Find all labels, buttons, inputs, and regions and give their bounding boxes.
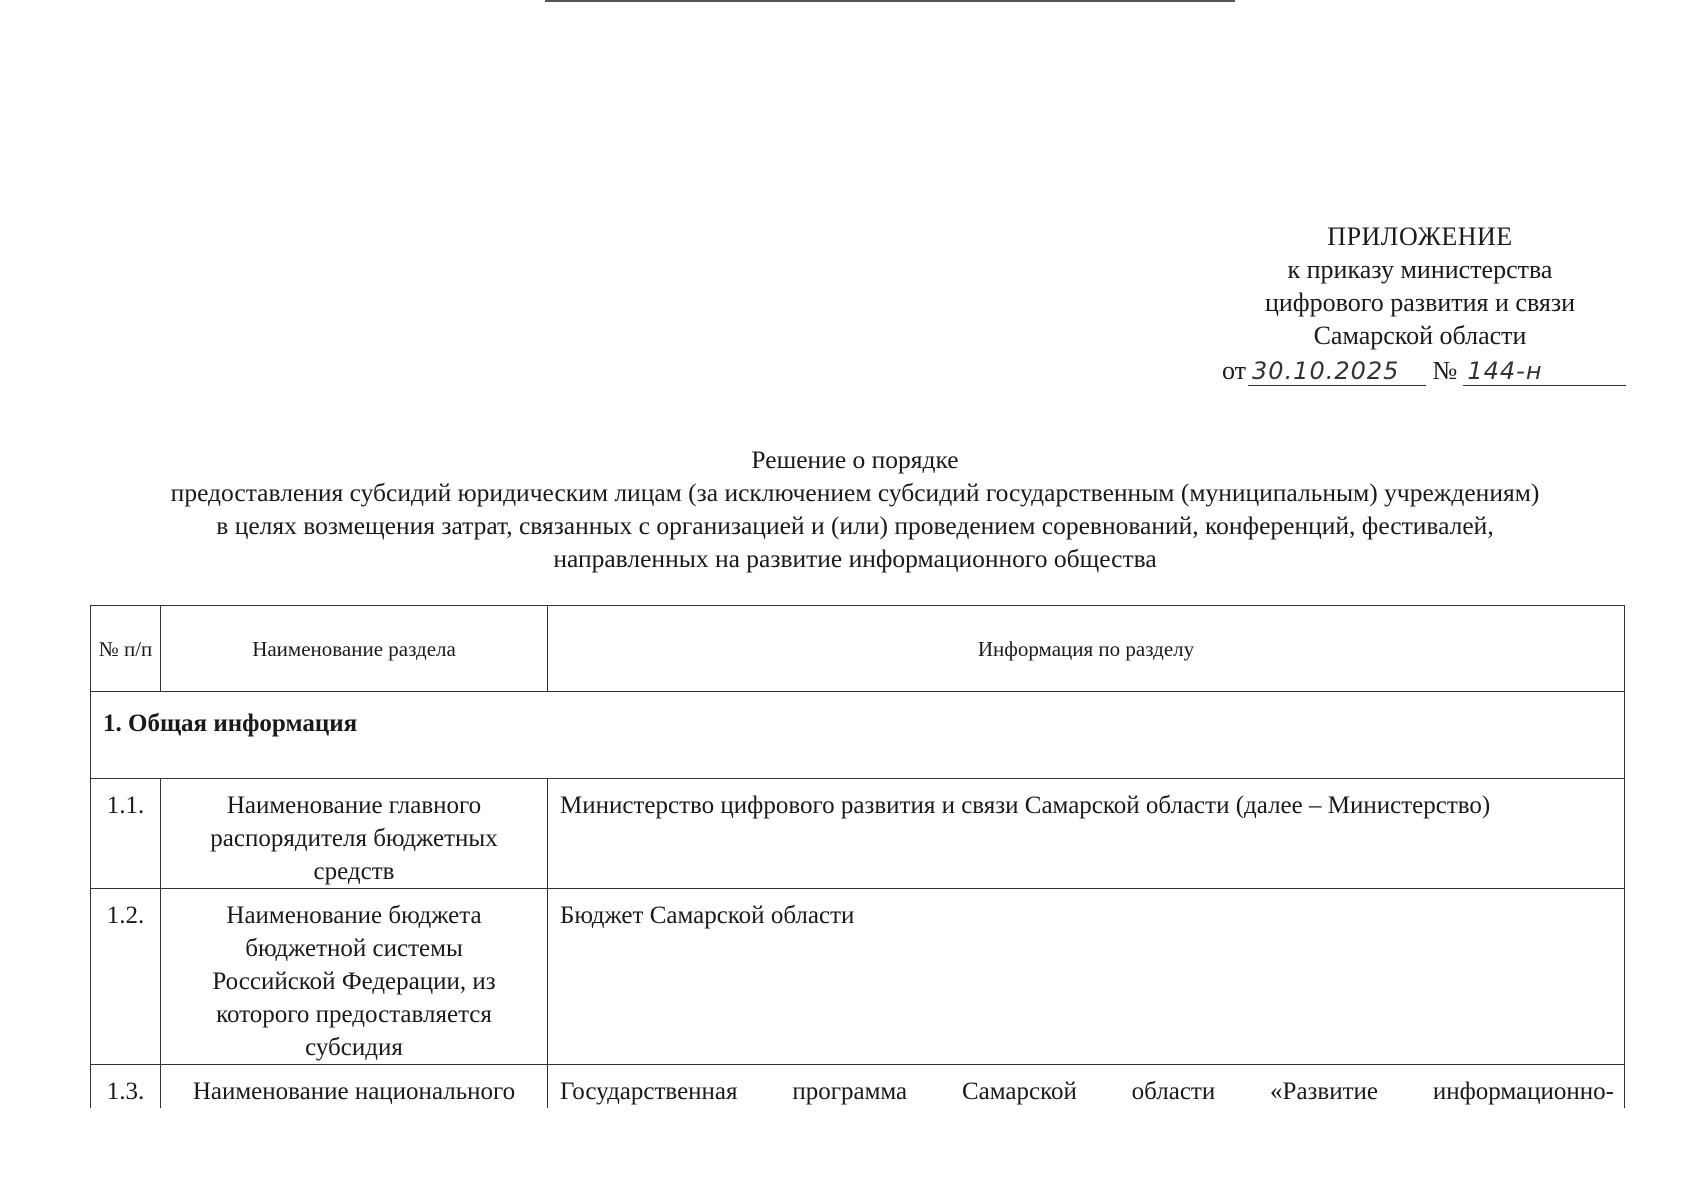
order-number: 144-н bbox=[1463, 357, 1626, 386]
section-row bbox=[91, 692, 1625, 779]
row-num: 1.1. bbox=[91, 779, 161, 889]
section-title: 1. Общая информация bbox=[103, 710, 358, 737]
appendix-line-1: к приказу министерства bbox=[1287, 255, 1553, 284]
appendix-block bbox=[1180, 220, 1660, 352]
date-prefix: от bbox=[1222, 356, 1247, 385]
row-num: 1.2. bbox=[91, 889, 161, 1065]
decision-line-3: в целях возмещения затрат, связанных с организацией и (или) проведением соревнований, конференций, фестивалей, bbox=[216, 511, 1494, 540]
top-rule bbox=[545, 0, 1235, 2]
decision-line-2: предоставления субсидий юридическим лицам (за исключением субсидий государственным (муниципальным) учреждениям) bbox=[170, 478, 1540, 507]
decision-title bbox=[80, 443, 1630, 575]
decision-line-1: Решение о порядке bbox=[751, 445, 959, 474]
row-info: Государственная программа Самарской области «Развитие информационно- bbox=[548, 1065, 1625, 1142]
appendix-line-2: цифрового развития и связи bbox=[1264, 288, 1576, 317]
header-num: № п/п bbox=[91, 606, 161, 692]
appendix-line-3: Самарской области bbox=[1313, 321, 1527, 350]
order-date: 30.10.2025 bbox=[1248, 357, 1426, 386]
decision-line-4: направленных на развитие информационного общества bbox=[553, 544, 1157, 573]
header-name: Наименование раздела bbox=[161, 606, 548, 692]
row-info: Бюджет Самарской области bbox=[548, 889, 1625, 1065]
header-info: Информация по разделу bbox=[548, 606, 1625, 692]
sections-table bbox=[90, 605, 1625, 1142]
page-bottom-margin bbox=[0, 1108, 1700, 1200]
order-date-number bbox=[1222, 356, 1626, 386]
row-num: 1.3. bbox=[91, 1065, 161, 1142]
row-info: Министерство цифрового развития и связи Самарской области (далее – Министерство) bbox=[548, 779, 1625, 889]
table-row bbox=[91, 889, 1625, 1065]
appendix-title: ПРИЛОЖЕНИЕ bbox=[1327, 222, 1513, 251]
row-name: Наименование главного распорядителя бюджетных средств bbox=[161, 779, 548, 889]
table-row bbox=[91, 779, 1625, 889]
row-name: Наименование бюджета бюджетной системы Российской Федерации, из которого предоставляется субсидия bbox=[161, 889, 548, 1065]
table-header-row bbox=[91, 606, 1625, 692]
number-prefix: № bbox=[1432, 356, 1458, 385]
row-name: Наименование национального bbox=[161, 1065, 548, 1142]
